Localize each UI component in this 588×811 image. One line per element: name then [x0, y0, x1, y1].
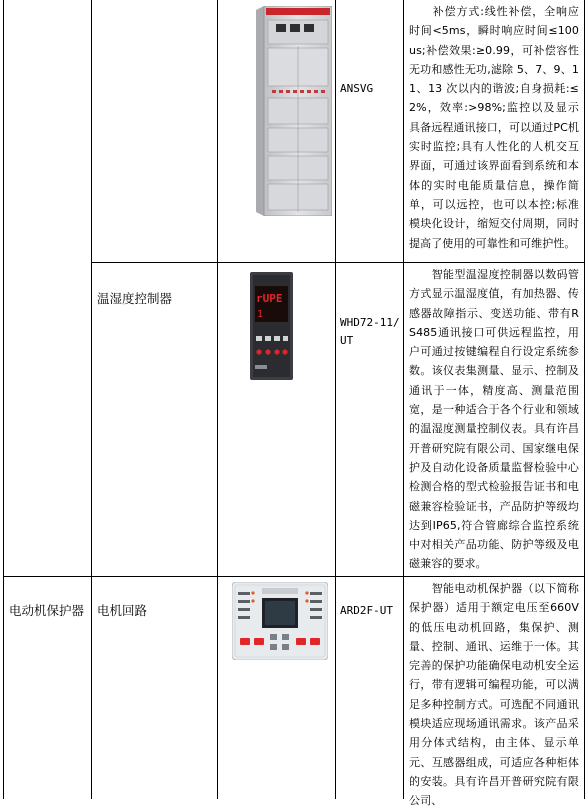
item-name: 温湿度控制器: [97, 291, 173, 306]
controller-display-text: rUPE: [256, 292, 283, 305]
table-border-left: [3, 0, 4, 799]
row-divider-2: [3, 576, 585, 577]
model-cell: ARD2F-UT: [340, 604, 393, 617]
item-name: 电机回路: [97, 603, 148, 618]
category-name: 电动机保护器: [9, 603, 85, 618]
cabinet-image: [256, 6, 332, 216]
protector-image: [232, 582, 328, 660]
model-cell: ANSVG: [340, 82, 374, 95]
model-cell: WHD72-11/UT: [340, 316, 400, 347]
description-cell: 智能型温湿度控制器以数码管方式显示温湿度值，有加热器、传感器故障指示、变送功能、带有RS485通讯接口可供远程监控，用户可通过按键编程自行设定系统参数。该仪表集测量、显示、控制及通讯于一体，精度高、测量范围宽，是一种适合于各个行业和领域的温湿度测量控制仪表。具有许昌开普研究院有限公司、国家继电保护及自动化设备质量监督检验中心检测合格的型式检验报告证书和电磁兼容检验证书，产品防护等级均达到IP65,符合管廊综合监控系统中对相关产品功能、防护等级及电磁兼容的要求。: [409, 268, 579, 571]
description-cell: 补偿方式:线性补偿，全响应时间<5ms，瞬时响应时间≤100us;补偿效果:≥0.99，可补偿容性无功和感性无功,滤除 5、7、9、11、13 次以内的谐波;自身损耗:≤2%，效率:>98%;监控以及显示具备远程通讯接口，可以通过PC机实时监控;具有人性化的人机交互界面，可通过该界面看到系统和本体的实时电能质量信息，操作简单，可以远控，也可以本控;标准模块化设计，缩短交付周期，同时提高了使用的可靠性和可维护性。: [409, 5, 579, 250]
col-divider-2: [217, 0, 218, 799]
svg-text:1: 1: [257, 309, 264, 320]
row-divider-1: [91, 262, 585, 263]
controller-image: [250, 272, 293, 380]
col-divider-4: [403, 0, 404, 799]
description-cell: 智能电动机保护器（以下简称保护器）适用于额定电压至660V 的低压电动机回路，集保护、测量、控制、通讯、运维于一体。其完善的保护功能确保电动机安全运行，带有逻辑可编程功能，可以满足多种控制方式。可选配不同通讯模块适应现场通讯需求。该产品采用分体式结构，由主体、显示单元、互感器组成，可适应各种柜体的安装。具有许昌开普研究院有限公司、: [409, 582, 579, 808]
col-divider-1: [91, 0, 92, 799]
table-border-right: [584, 0, 585, 799]
col-divider-3: [335, 0, 336, 799]
